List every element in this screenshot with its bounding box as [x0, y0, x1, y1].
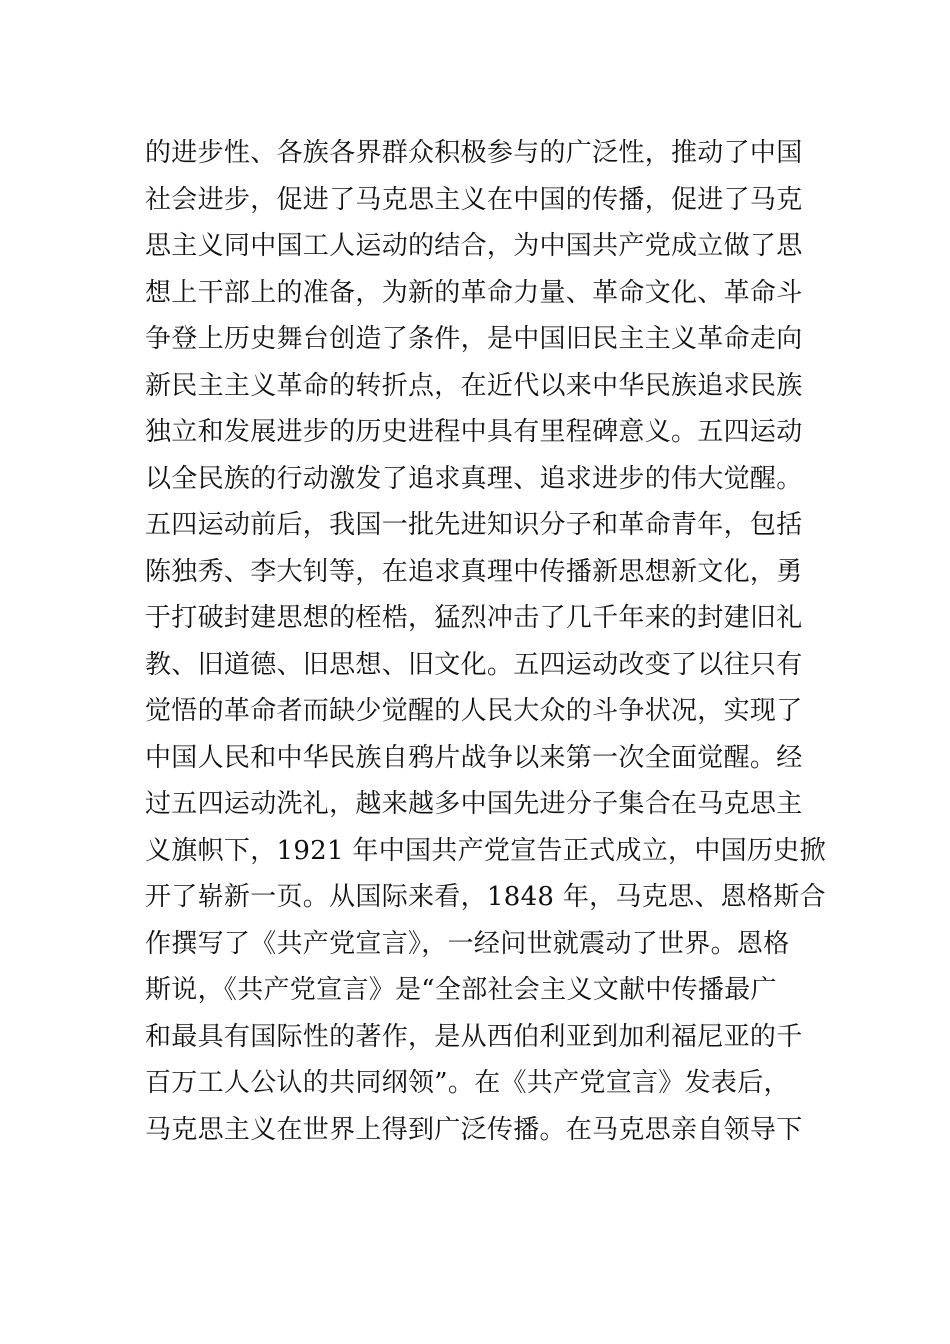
text-line: 争登上历史舞台创造了条件，是中国旧民主主义革命走向 [145, 324, 803, 354]
text-line: 百万工人公认的共同纲领”。在《共产党宣言》发表后， [145, 1068, 790, 1098]
text-line: 义旗帜下，1921 年中国共产党宣告正式成立，中国历史掀 [145, 835, 826, 866]
text-line: 五四运动前后，我国一批先进知识分子和革命青年，包括 [145, 510, 803, 540]
text-line: 思主义同中国工人运动的结合，为中国共产党成立做了思 [145, 231, 803, 261]
text-line: 于打破封建思想的桎梏，猛烈冲击了几千年来的封建旧礼 [145, 603, 803, 633]
text-line: 和最具有国际性的著作，是从西伯利亚到加利福尼亚的千 [145, 1021, 803, 1052]
text-line: 陈独秀、李大钊等，在追求真理中传播新思想新文化，勇 [145, 556, 803, 587]
text-line: 斯说，《共产党宣言》是“全部社会主义文献中传播最广 [145, 975, 777, 1005]
text-line: 社会进步，促进了马克思主义在中国的传播，促进了马克 [145, 184, 803, 215]
text-line: 新民主主义革命的转折点，在近代以来中华民族追求民族 [145, 370, 803, 401]
text-line: 觉悟的革命者而缺少觉醒的人民大众的斗争状况，实现了 [145, 696, 803, 726]
text-line: 的进步性、各族各界群众积极参与的广泛性，推动了中国 [145, 138, 803, 168]
text-line: 教、旧道德、旧思想、旧文化。五四运动改变了以往只有 [145, 649, 803, 680]
text-line: 独立和发展进步的历史进程中具有里程碑意义。五四运动 [145, 417, 803, 447]
text-line: 中国人民和中华民族自鸦片战争以来第一次全面觉醒。经 [145, 742, 803, 773]
text-line: 过五四运动洗礼，越来越多中国先进分子集合在马克思主 [145, 789, 803, 819]
text-line: 开了崭新一页。从国际来看，1848 年，马克思、恩格斯合 [145, 882, 826, 912]
text-line: 想上干部上的准备，为新的革命力量、革命文化、革命斗 [145, 277, 803, 308]
text-line: 马克思主义在世界上得到广泛传播。在马克思亲自领导下 [145, 1114, 803, 1145]
body-paragraph [145, 130, 826, 1153]
text-line: 以全民族的行动激发了追求真理、追求进步的伟大觉醒。 [145, 463, 803, 494]
text-line: 作撰写了《共产党宣言》，一经问世就震动了世界。恩格 [145, 928, 790, 959]
